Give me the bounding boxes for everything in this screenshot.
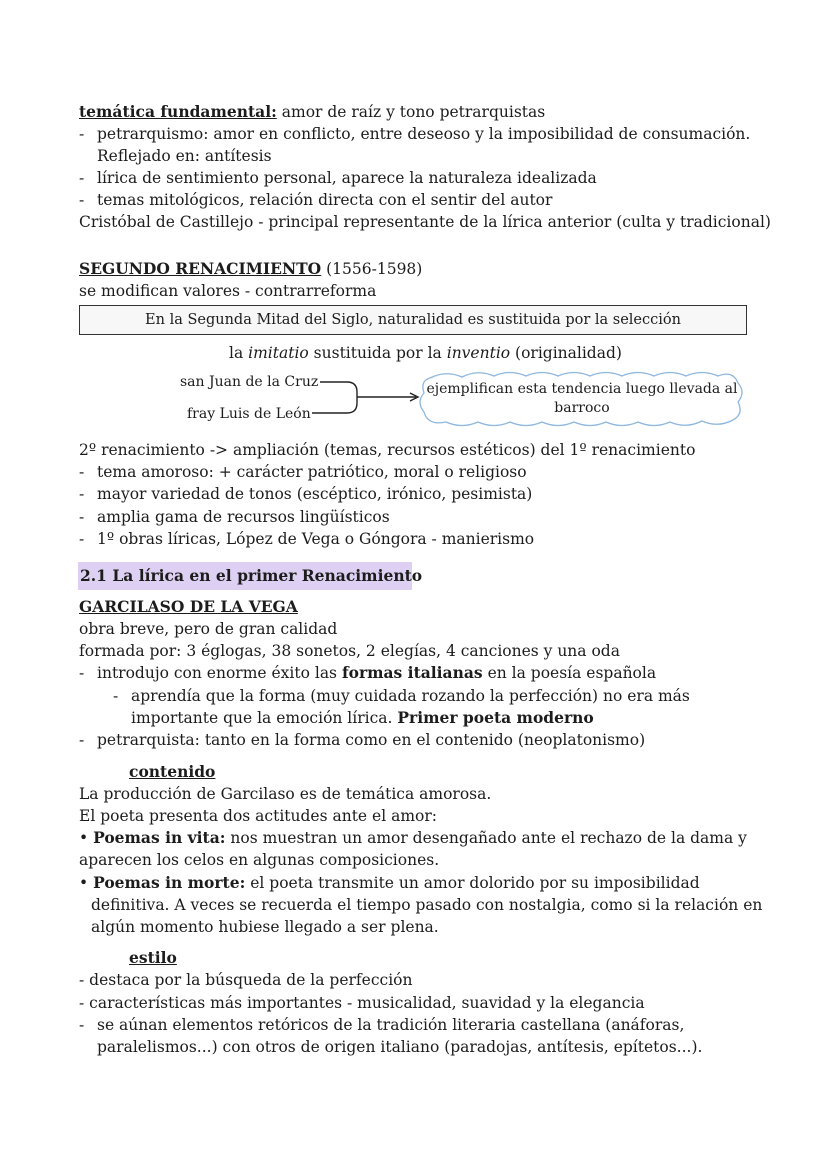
vita-rest: nos muestran un amor desengañado ante el rechazo de la dama y — [225, 829, 747, 847]
imitatio-mid: sustituida por la — [308, 344, 447, 362]
garcilaso-line-2: formada por: 3 églogas, 38 sonetos, 2 elegías, 4 canciones y una oda — [79, 642, 620, 660]
imitatio-word: imitatio — [248, 344, 309, 362]
vita-bold: Poemas in vita: — [93, 828, 226, 847]
contenido-heading: contenido — [129, 762, 216, 781]
contenido-p1: La producción de Garcilaso es de temática amorosa. — [79, 785, 492, 803]
dash-bullet: - — [79, 530, 85, 548]
bracket-shape — [312, 382, 357, 413]
garcilaso-item-2: petrarquista: tanto en la forma como en el contenido (neoplatonismo) — [97, 731, 646, 749]
garcilaso-sub-1-cont-pre: importante que la emoción lírica. — [131, 709, 398, 727]
section-2-1-title: 2.1 La lírica en el primer Renacimiento — [78, 562, 412, 590]
morte-rest: el poeta transmite un amor dolorido por su imposibilidad — [245, 874, 700, 892]
garcilaso-heading: GARCILASO DE LA VEGA — [79, 597, 298, 616]
imitatio-pre: la — [229, 344, 249, 362]
castillejo-line: Cristóbal de Castillejo - principal representante de la lírica anterior (culta y tradicional) — [79, 213, 771, 231]
imitatio-post: (originalidad) — [510, 344, 622, 362]
tematica-item-2: lírica de sentimiento personal, aparece la naturaleza idealizada — [97, 169, 597, 187]
dash-bullet: - — [79, 169, 85, 187]
estilo-line-3-cont: paralelismos...) con otros de origen italiano (paradojas, antítesis, epítetos...). — [97, 1038, 703, 1056]
dash-bullet: - — [79, 125, 85, 143]
garcilaso-sub-1: aprendía que la forma (muy cuidada rozando la perfección) no era más — [131, 687, 690, 705]
garcilaso-item-1-bold: formas italianas — [341, 663, 483, 682]
garcilaso-line-1: obra breve, pero de gran calidad — [79, 620, 338, 638]
dash-bullet: - — [79, 485, 85, 503]
morte-bold: Poemas in morte: — [93, 873, 246, 892]
tematica-heading: temática fundamental: — [79, 102, 277, 121]
garcilaso-item-1-post: en la poesía española — [482, 664, 657, 682]
poemas-in-vita-cont: aparecen los celos en algunas composiciones. — [79, 851, 440, 869]
poemas-in-morte: • Poemas in morte: el poeta transmite un amor dolorido por su imposibilidad — [79, 873, 700, 892]
segundo-dates: (1556-1598) — [321, 260, 423, 278]
garcilaso-item-1-pre: introdujo con enorme éxito las — [97, 664, 342, 682]
garcilaso-sub-1-cont — [131, 707, 594, 729]
segundo-box: En la Segunda Mitad del Siglo, naturalidad es sustituida por la selección — [79, 305, 747, 335]
tematica-item-1-cont: Reflejado en: antítesis — [97, 147, 272, 165]
estilo-line-3: se aúnan elementos retóricos de la tradición literaria castellana (anáforas, — [97, 1016, 685, 1034]
dash-bullet: - — [79, 191, 85, 209]
tematica-heading-rest: amor de raíz y tono petrarquistas — [276, 103, 546, 121]
segundo-item-1: tema amoroso: + carácter patriótico, moral o religioso — [97, 463, 527, 481]
primer-poeta-moderno: Primer poeta moderno — [397, 708, 594, 727]
dash-bullet: - — [79, 664, 85, 682]
segundo-sub: se modifican valores - contrarreforma — [79, 282, 377, 300]
dash-bullet: - — [79, 1016, 85, 1034]
tematica-item-1: petrarquismo: amor en conflicto, entre deseoso y la imposibilidad de consumación. — [97, 125, 751, 143]
author-fray-luis: fray Luis de León — [187, 406, 311, 422]
dash-bullet: - — [79, 463, 85, 481]
tematica-item-3: temas mitológicos, relación directa con el sentir del autor — [97, 191, 553, 209]
cloud-text: ejemplifican esta tendencia luego llevada al barroco — [426, 381, 738, 416]
ampliacion-line: 2º renacimiento -> ampliación (temas, recursos estéticos) del 1º renacimiento — [79, 441, 696, 459]
garcilaso-item-1 — [97, 662, 656, 684]
poemas-in-morte-cont-1: definitiva. A veces se recuerda el tiempo pasado con nostalgia, como si la relación en — [91, 896, 763, 914]
segundo-item-4: 1º obras líricas, López de Vega o Góngora - manierismo — [97, 530, 535, 548]
estilo-line-2: - características más importantes - musicalidad, suavidad y la elegancia — [79, 994, 645, 1012]
dash-bullet: - — [79, 731, 85, 749]
poemas-in-morte-cont-2: algún momento hubiese llegado a ser plena. — [91, 918, 439, 936]
estilo-heading: estilo — [129, 948, 177, 967]
segundo-item-3: amplia gama de recursos lingüísticos — [97, 508, 390, 526]
estilo-line-1: - destaca por la búsqueda de la perfección — [79, 971, 413, 989]
contenido-p2: El poeta presenta dos actitudes ante el amor: — [79, 807, 437, 825]
poemas-in-vita: • Poemas in vita: nos muestran un amor desengañado ante el rechazo de la dama y — [79, 828, 747, 847]
dash-bullet: - — [113, 687, 119, 705]
inventio-word: inventio — [446, 344, 511, 362]
author-san-juan: san Juan de la Cruz — [180, 374, 319, 390]
dash-bullet: - — [79, 508, 85, 526]
segundo-item-2: mayor variedad de tonos (escéptico, irónico, pesimista) — [97, 485, 533, 503]
segundo-heading: SEGUNDO RENACIMIENTO — [79, 259, 322, 278]
